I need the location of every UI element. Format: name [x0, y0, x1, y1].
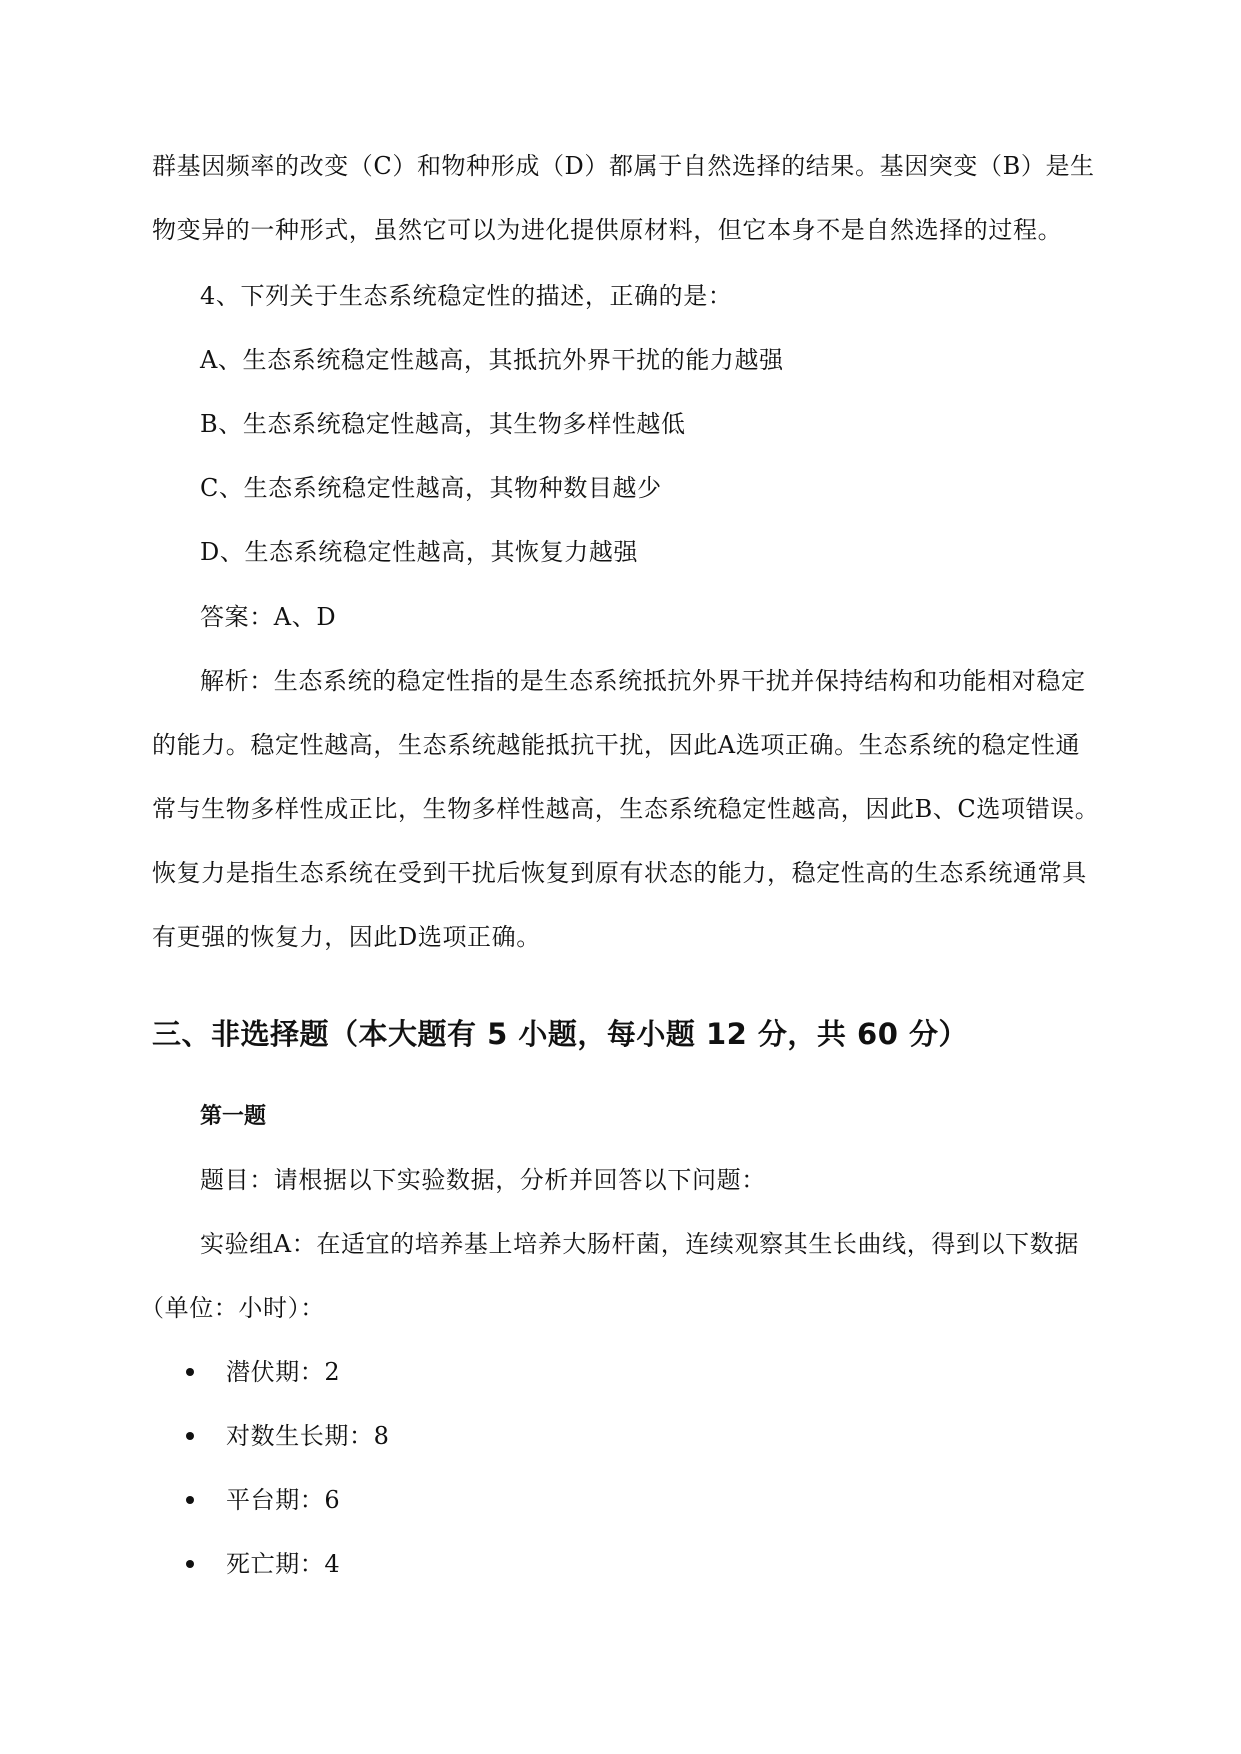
question-1-prompt: 题目：请根据以下实验数据，分析并回答以下问题：	[200, 1166, 766, 1194]
analysis-line-3: 常与生物多样性成正比，生物多样性越高，生态系统稳定性越高，因此B、C选项错误。	[152, 795, 1100, 823]
option-d: D、生态系统稳定性越高，其恢复力越强	[200, 538, 639, 566]
list-item-text: 对数生长期：8	[226, 1422, 390, 1450]
option-b: B、生态系统稳定性越高，其生物多样性越低	[200, 410, 686, 438]
analysis-line-2: 的能力。稳定性越高，生态系统越能抵抗干扰，因此A选项正确。生态系统的稳定性通	[152, 731, 1081, 759]
bullet-icon	[186, 1368, 194, 1376]
list-item-text: 潜伏期：2	[226, 1358, 341, 1386]
intro-line-2: 物变异的一种形式，虽然它可以为进化提供原材料，但它本身不是自然选择的过程。	[152, 216, 1063, 244]
analysis-line-1: 解析：生态系统的稳定性指的是生态系统抵抗外界干扰并保持结构和功能相对稳定	[200, 667, 1086, 695]
bullet-icon	[186, 1432, 194, 1440]
option-a: A、生态系统稳定性越高，其抵抗外界干扰的能力越强	[200, 346, 784, 374]
analysis-line-5: 有更强的恢复力，因此D选项正确。	[152, 923, 541, 951]
section-heading: 三、非选择题（本大题有 5 小题，每小题 12 分，共 60 分）	[152, 1017, 968, 1051]
experiment-group-line-1: 实验组A：在适宜的培养基上培养大肠杆菌，连续观察其生长曲线，得到以下数据	[200, 1230, 1079, 1258]
question-4-stem: 4、下列关于生态系统稳定性的描述，正确的是：	[200, 282, 733, 310]
list-item-text: 平台期：6	[226, 1486, 341, 1514]
bullet-icon	[186, 1496, 194, 1504]
analysis-line-4: 恢复力是指生态系统在受到干扰后恢复到原有状态的能力，稳定性高的生态系统通常具	[152, 859, 1087, 887]
bullet-icon	[186, 1560, 194, 1568]
experiment-group-line-2: （单位：小时）：	[140, 1294, 325, 1322]
option-c: C、生态系统稳定性越高，其物种数目越少	[200, 474, 662, 502]
intro-line-1: 群基因频率的改变（C）和物种形成（D）都属于自然选择的结果。基因突变（B）是生	[152, 152, 1095, 180]
question-1-title: 第一题	[200, 1104, 267, 1129]
list-item-text: 死亡期：4	[226, 1550, 341, 1578]
answer-line: 答案：A、D	[200, 603, 337, 631]
